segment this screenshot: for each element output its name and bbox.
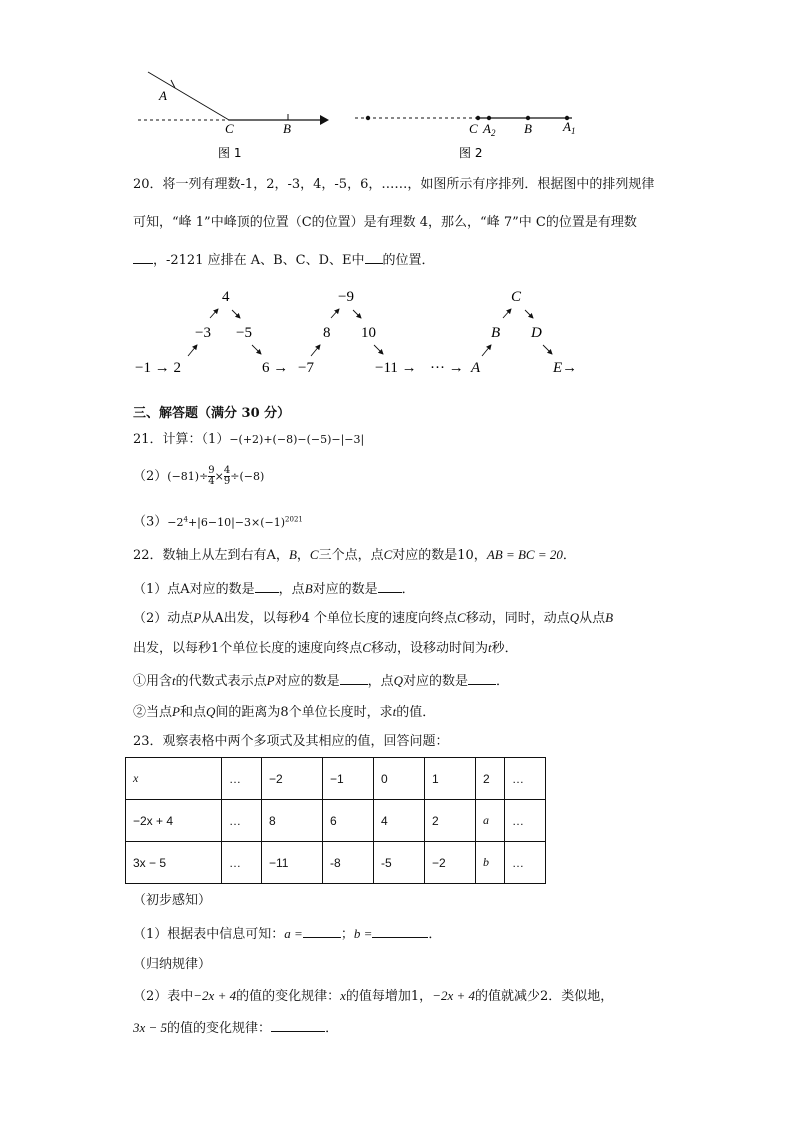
q23-blank-a[interactable]: [303, 925, 341, 938]
bottom-neg7: −7: [298, 360, 314, 376]
peak2-left: 8: [323, 325, 331, 341]
q23-heading-1: （初步感知）: [133, 893, 212, 908]
q22-blank-p[interactable]: [340, 672, 368, 685]
peak2-right: 10: [361, 325, 376, 341]
bottom-a: A: [471, 360, 481, 376]
q23-heading-2: （归纳规律）: [133, 957, 212, 972]
peak3-top: C: [511, 289, 522, 305]
q22-blank-b[interactable]: [378, 580, 402, 593]
peak1-top: 4: [222, 289, 230, 305]
section-3-heading: 三、解答题（满分 30 分）: [133, 406, 291, 421]
q20-line-2: 可知，“峰 1”中峰顶的位置（C的位置）是有理数 4，那么，“峰 7”中 C的位置是有理数: [133, 215, 637, 230]
q22-sub-2-line-2: 出发，以每秒1个单位长度的速度向终点C移动，设移动时间为t秒．: [133, 640, 518, 656]
q23-blank-b[interactable]: [372, 925, 428, 938]
q22-sub-1: （1）点A对应的数是 ，点B对应的数是 ．: [133, 581, 415, 597]
q22-blank-a[interactable]: [255, 580, 279, 593]
peak2-top: −9: [338, 289, 354, 305]
fig2-sub-2: 2: [490, 128, 496, 138]
q22-line-1: 22．数轴上从左到右有A，B，C三个点，点C对应的数是10，AB = BC = 20．: [133, 547, 576, 563]
fig1-caption: 图 1: [218, 146, 242, 160]
table-row: 3x − 5 … −11 -8 -5 −2 b …: [126, 842, 546, 884]
fig2-label-c: C: [469, 121, 478, 136]
q23-sub-1: （1）根据表中信息可知：a = ；b = ．: [133, 926, 442, 942]
q23-sub-2-line-2: 3x − 5的值的变化规律： ．: [133, 1020, 339, 1036]
values-table: [125, 757, 546, 884]
bottom-seq: −1 → 2: [135, 360, 181, 376]
fig2-label-b: B: [524, 121, 532, 136]
q22-step-2: ②当点P和点Q间的距离为8个单位长度时，求t的值．: [133, 704, 436, 720]
fig1-label-b: B: [283, 121, 291, 136]
q21-part-2: （2）(−81)÷ $\frac{9}{4}$ × $\frac{4}{9}$ ÷(−8): [133, 465, 265, 487]
bottom-6: 6 →: [262, 360, 289, 376]
q20-line-3: ，-2121 应排在 A、B、C、D、E中 的位置．: [133, 251, 435, 269]
q22-blank-q[interactable]: [468, 672, 496, 685]
table-row: −2x + 4 … 8 6 4 2 a …: [126, 800, 546, 842]
peak1-right: −5: [236, 325, 252, 341]
q20-line-1: 20．将一列有理数-1，2，-3，4，-5，6，……，如图所示有序排列．根据图中的排列规律: [133, 177, 655, 192]
q23-intro: 23．观察表格中两个多项式及其相应的值，回答问题：: [133, 734, 449, 749]
peak-diagram: [0, 0, 794, 400]
bottom-dots: ··· →: [430, 360, 464, 376]
fig2-caption: 图 2: [459, 146, 483, 160]
fig2-sub-1: 1: [570, 126, 576, 136]
table-row: x … −2 −1 0 1 2 …: [126, 758, 546, 800]
q23-blank-rule[interactable]: [271, 1019, 325, 1032]
peak3-left: B: [491, 325, 501, 341]
fig2-label-a2: A: [483, 121, 491, 136]
peak3-right: D: [531, 325, 542, 341]
q21-part-3: $(3)-2^4+|6-10|-3\times(-1)^{2021}$: [133, 514, 303, 530]
fig1-label-a: A: [159, 88, 167, 103]
q22-sub-2-line-1: （2）动点P从A出发，以每秒4 个单位长度的速度向终点C移动，同时，动点Q从点B: [133, 610, 614, 626]
fig2-label-a1: A: [563, 119, 571, 134]
bottom-neg11: −11 →: [375, 360, 417, 376]
q22-step-1: ①用含t的代数式表示点P对应的数是 ，点Q对应的数是 ．: [133, 673, 510, 689]
fig1-label-c: C: [225, 121, 234, 136]
peak1-left: −3: [195, 325, 211, 341]
q21-part-1: 21．计算：（1）−(+2)+(−8)−(−5)−|−3|: [133, 432, 365, 447]
q23-sub-2-line-1: （2）表中−2x + 4的值的变化规律：x的值每增加1，−2x + 4的值就减少2．类似地，: [133, 988, 614, 1004]
bottom-e: E→: [553, 360, 578, 376]
